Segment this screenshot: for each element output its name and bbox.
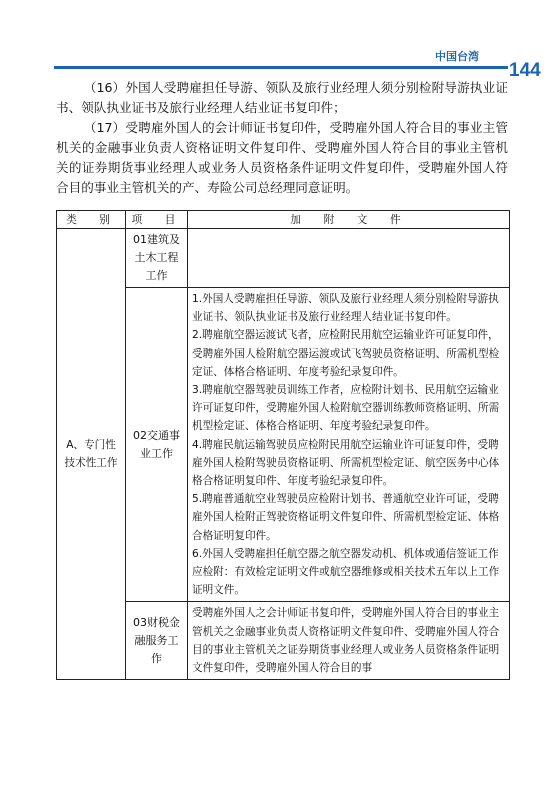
table-header-row (57, 211, 510, 229)
doc-entry: 5.聘雇普通航空业驾驶员应检附计划书、普通航空业许可证，受聘雇外国人检附正驾驶资格证明文件复印件、所需机型检定证、体格合格证明复印件。 (192, 493, 500, 542)
intro-paragraph-17: （17）受聘雇外国人的会计师证书复印件，受聘雇外国人符合目的事业主管机关的金融事业负责人资格证明文件复印件、受聘雇外国人符合目的事业主管机关的证券期货事业经理人或业务人员资格条件证明文件复印件，受聘雇外国人符合目的事业主管机关的产、寿险公司总经理同意证明。 (56, 120, 508, 195)
doc-entry: 1.外国人受聘雇担任导游、领队及旅行业经理人须分别检附导游执业证书、领队执业证书及旅行业经理人结业证书复印件。 (192, 293, 499, 324)
header-rule (54, 66, 508, 69)
table-row (57, 229, 510, 288)
doc-entry: 4.聘雇民航运输驾驶员应检附民用航空运输业许可证复印件，受聘雇外国人检附驾驶员资格证明、所需机型检定证、航空医务中心体格合格证明复印件、年度考验纪录复印件。 (192, 438, 500, 488)
doc-entry: 6.外国人受聘雇担任航空器之航空器发动机、机体或通信签证工作应检附：有效检定证明文件或航空器维修或相关技术五年以上工作证明文件。 (192, 547, 500, 597)
intro-paragraph-16: （16）外国人受聘雇担任导游、领队及旅行业经理人须分别检附导游执业证书、领队执业证书及旅行业经理人结业证书复印件； (56, 80, 508, 115)
category-cell: A、专门性技术性工作 (57, 229, 126, 680)
header-item: 项 目 (126, 211, 188, 229)
item-cell: 03财税金融服务工作 (126, 602, 188, 680)
header-category: 类 别 (57, 211, 126, 229)
docs-cell-empty (188, 229, 510, 288)
doc-entry: 2.聘雇航空器运渡试飞者，应检附民用航空运输业许可证复印件，受聘雇外国人检附航空器运渡或试飞驾驶员资格证明、所需机型检定证、体格合格证明、年度考验纪录复印件。 (192, 329, 500, 378)
intro-text (56, 78, 508, 198)
doc-entry: 3.聘雇航空器驾驶员训练工作者，应检附计划书、民用航空运输业许可证复印件，受聘雇外国人检附航空器训练教师资格证明、所需机型检定证、体格合格证明、年度考验纪录复印件。 (192, 384, 500, 433)
page-number: 144 (509, 60, 541, 81)
header-documents: 加 附 文 件 (188, 211, 510, 229)
item-cell: 01建筑及土木工程工作 (126, 229, 188, 288)
doc-entry: 受聘雇外国人之会计师证书复印件，受聘雇外国人符合目的事业主管机关之金融事业负责人资格证明文件复印件、受聘雇外国人符合目的事业主管机关之证券期货事业经理人或业务人员资格条件证明文件复印件，受聘雇外国人符合目的事 (192, 607, 500, 675)
header-region: 中国台湾 (435, 50, 479, 63)
docs-cell (188, 602, 510, 680)
item-cell: 02交通事业工作 (126, 288, 188, 602)
docs-cell (188, 288, 510, 602)
documents-table (56, 210, 510, 680)
